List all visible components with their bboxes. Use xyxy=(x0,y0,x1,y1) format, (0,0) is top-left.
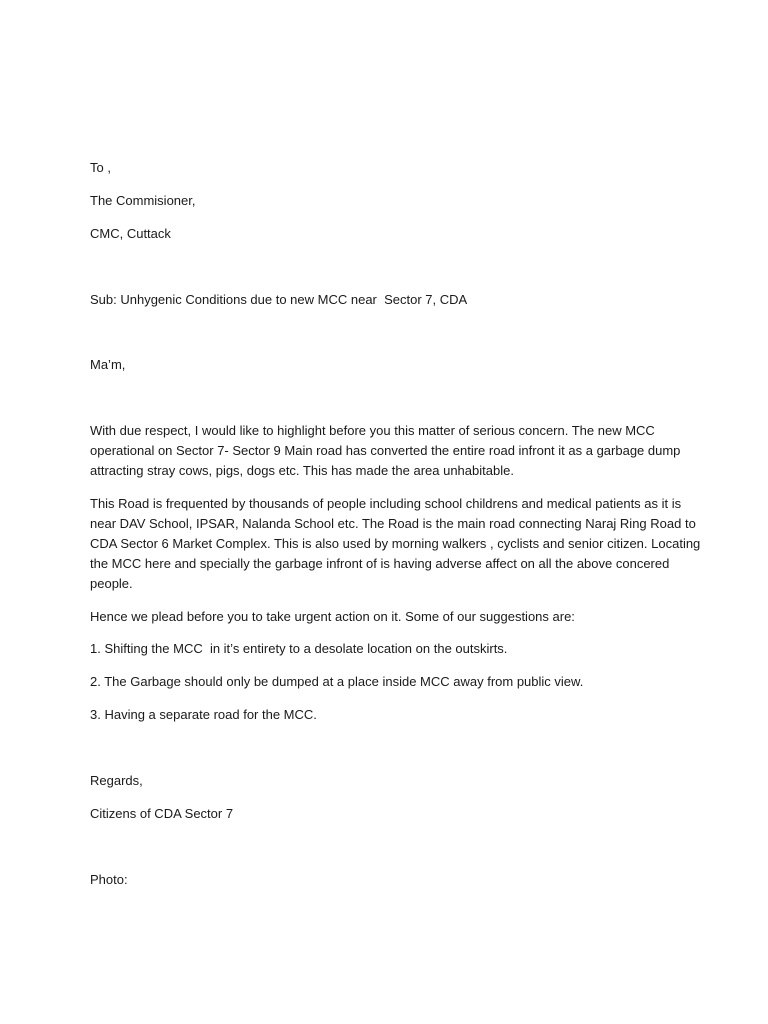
recipient-org: CMC, Cuttack xyxy=(90,226,171,241)
recipient-title: The Commisioner, xyxy=(90,193,196,208)
subject-line: Sub: Unhygenic Conditions due to new MCC near Sector 7, CDA xyxy=(90,292,468,307)
body-paragraph-1 xyxy=(90,421,680,481)
suggestion-item: 2. The Garbage should only be dumped at a place inside MCC away from public view. xyxy=(90,674,584,689)
paragraph-line: CDA Sector 6 Market Complex. This is also used by morning walkers , cyclists and senior citizen. Locating xyxy=(90,536,701,551)
paragraph-line: the MCC here and specially the garbage infront of is having adverse affect on all the above concered xyxy=(90,556,670,571)
plea-paragraph: Hence we plead before you to take urgent action on it. Some of our suggestions are: xyxy=(90,609,575,624)
paragraph-line: people. xyxy=(90,576,133,591)
paragraph-line: This Road is frequented by thousands of people including school childrens and medical patients as it is xyxy=(90,496,682,511)
body-paragraph-2 xyxy=(90,494,701,594)
paragraph-line: near DAV School, IPSAR, Nalanda School etc. The Road is the main road connecting Naraj Ring Road to xyxy=(90,516,696,531)
paragraph-line: attracting stray cows, pigs, dogs etc. This has made the area unhabitable. xyxy=(90,463,514,478)
closing: Regards, xyxy=(90,773,143,788)
address-to: To , xyxy=(90,160,111,175)
suggestion-item: 3. Having a separate road for the MCC. xyxy=(90,707,317,722)
paragraph-line: With due respect, I would like to highlight before you this matter of serious concern. The new MCC xyxy=(90,423,655,438)
paragraph-line: operational on Sector 7- Sector 9 Main road has converted the entire road infront it as a garbage dump xyxy=(90,443,681,458)
suggestion-item: 1. Shifting the MCC in it’s entirety to a desolate location on the outskirts. xyxy=(90,641,508,656)
signature: Citizens of CDA Sector 7 xyxy=(90,806,234,821)
salutation: Ma’m, xyxy=(90,357,126,372)
photo-label: Photo: xyxy=(90,872,128,887)
